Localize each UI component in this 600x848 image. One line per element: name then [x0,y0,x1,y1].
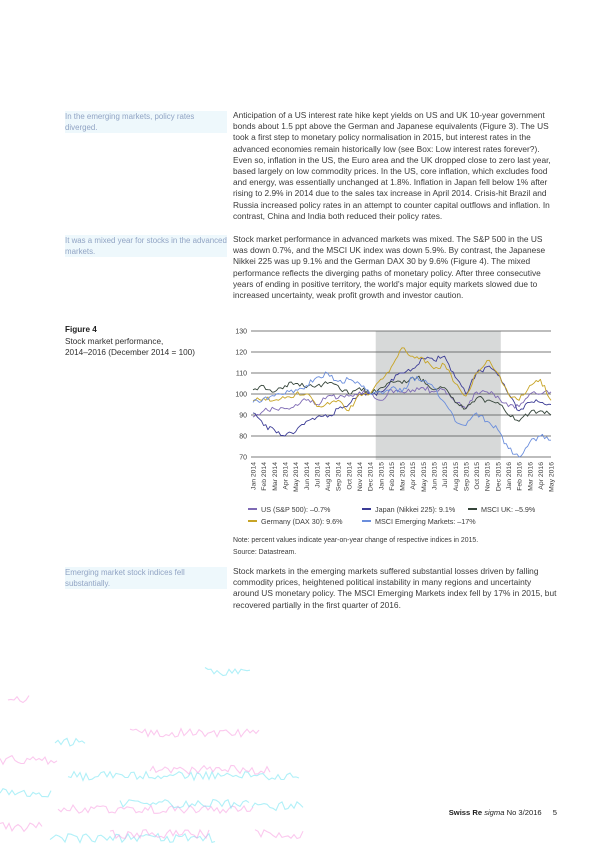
svg-text:120: 120 [235,349,247,357]
paragraph-interest-rates: Anticipation of a US interest rate hike kept yields on US and UK 10-year government bonds about 1.5 ppt above the German and Japanese equivalents (Figure 3). The US took a first step to monetary policy normalisation in 2015, but interest rates in the advanced economies remain historically low (see Box: Low interest rates forever?). Even so, inflation in the US, the Euro area and the UK dropped close to zero last year, based largely on low commodity prices. In the US, core inflation, which excludes food and energy, was essentially unchanged at 1.8%. Inflation in Japan fell below 1% after rising to 2.9% in 2014 due to the sales tax increase in April 2014. Crisis-hit Brazil and Russia increased policy rates in an attempt to counter capital outflows and inflation. In contrast, China and India both reduced their policy rates. [233,110,551,221]
chart-legend [248,503,560,527]
svg-text:Mar 2016: Mar 2016 [527,462,535,491]
svg-text:Jan 2015: Jan 2015 [378,462,386,490]
svg-text:90: 90 [239,412,247,420]
svg-text:110: 110 [235,370,247,378]
svg-text:Dec 2015: Dec 2015 [495,462,503,492]
legend-dash-icon [468,508,477,510]
footer-publication: sigma [484,808,505,817]
stock-performance-chart [228,326,562,506]
legend-label: US (S&P 500): –0.7% [261,504,331,514]
svg-text:Jul 2014: Jul 2014 [314,462,322,488]
legend-item [468,505,535,514]
legend-item [248,505,362,514]
footer-issue: No 3/2016 [506,808,542,817]
footer-brand: Swiss Re [448,808,483,817]
svg-text:Feb 2014: Feb 2014 [261,462,269,491]
svg-text:Apr 2016: Apr 2016 [537,462,545,490]
page-footer [449,808,557,817]
svg-text:May 2016: May 2016 [548,462,556,492]
svg-text:Aug 2014: Aug 2014 [325,462,333,492]
figure-caption-line2: 2014–2016 (December 2014 = 100) [65,348,195,357]
figure-source: Source: Datastream. [233,549,297,556]
svg-text:Sep 2015: Sep 2015 [463,462,471,492]
svg-text:May 2014: May 2014 [293,462,301,492]
margin-note-policy-rates: In the emerging markets, policy rates diverged. [65,111,227,133]
legend-label: Germany (DAX 30): 9.6% [261,516,343,526]
legend-item [362,505,468,514]
legend-dash-icon [248,508,257,510]
svg-text:Nov 2015: Nov 2015 [484,462,492,492]
footer-page-number: 5 [552,808,557,817]
legend-item [248,517,362,526]
figure-caption [65,324,230,359]
svg-text:Feb 2016: Feb 2016 [516,462,524,491]
svg-text:100: 100 [235,391,247,399]
margin-note-mixed-year: It was a mixed year for stocks in the advanced markets. [65,236,227,256]
svg-text:130: 130 [235,328,247,336]
figure-label: Figure 4 [65,325,97,334]
svg-text:Jun 2015: Jun 2015 [431,462,439,490]
svg-text:Dec 2014: Dec 2014 [367,462,375,492]
legend-label: Japan (Nikkei 225): 9.1% [375,504,456,514]
svg-text:Jul 2015: Jul 2015 [442,462,450,488]
chart-canvas [228,326,562,506]
legend-label: MSCI UK: –5.9% [481,504,536,514]
svg-text:Jan 2016: Jan 2016 [506,462,514,490]
legend-dash-icon [362,520,371,522]
svg-text:Jan 2014: Jan 2014 [250,462,258,490]
figure-caption-line1: Stock market performance, [65,336,164,346]
svg-text:Nov 2014: Nov 2014 [357,462,365,492]
svg-text:Aug 2015: Aug 2015 [452,462,460,492]
figure-note: Note: percent values indicate year-on-year change of respective indices in 2015. [233,537,479,544]
svg-text:Sep 2014: Sep 2014 [335,462,343,492]
paragraph-emerging-markets: Stock markets in the emerging markets suffered substantial losses driven by falling commodity prices, heightened political instability in many regions and uncertainty around US monetary policy. The MSCI Emerging Markets index fell by 17% in 2015, but recovered partially in the first quarter of 2016. [233,566,557,610]
svg-text:Mar 2015: Mar 2015 [399,462,407,491]
legend-dash-icon [362,508,371,510]
legend-label: MSCI Emerging Markets: –17% [375,516,476,526]
svg-text:Jun 2014: Jun 2014 [303,462,311,490]
svg-text:Apr 2015: Apr 2015 [410,462,418,490]
margin-note-emerging-markets: Emerging market stock indices fell substantially. [65,567,227,589]
paragraph-stock-performance: Stock market performance in advanced markets was mixed. The S&P 500 in the US was down 0.7%, and the MSCI UK index was down 5.9%. By contrast, the Japanese Nikkei 225 was up 9.1% and the German DAX 30 by 9.6% (Figure 4). The mixed performance reflects the diverging paths of monetary policy. After three consecutive years of ending in positive territory, the world's major equity markets slowed due to increased uncertainty, weak profit growth and investor caution. [233,234,546,301]
svg-text:Oct 2015: Oct 2015 [474,462,482,490]
legend-dash-icon [248,520,257,522]
legend-row [248,515,560,527]
legend-row [248,503,560,515]
svg-text:Oct 2014: Oct 2014 [346,462,354,490]
svg-text:May 2015: May 2015 [420,462,428,492]
svg-text:Apr 2014: Apr 2014 [282,462,290,490]
svg-text:70: 70 [239,454,247,462]
svg-text:80: 80 [239,433,247,441]
svg-text:Mar 2014: Mar 2014 [271,462,279,491]
legend-item [362,517,476,526]
svg-text:Feb 2015: Feb 2015 [388,462,396,491]
